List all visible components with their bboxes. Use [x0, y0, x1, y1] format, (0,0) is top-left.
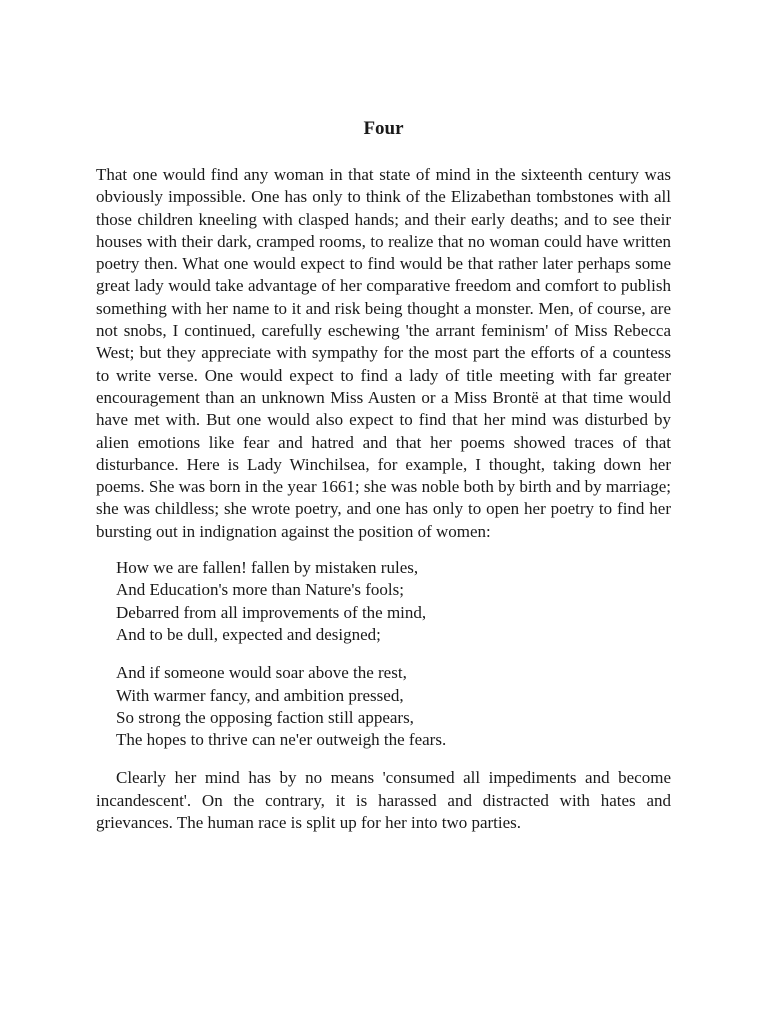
- poem-stanza: [116, 557, 671, 646]
- poem-line: And if someone would soar above the rest,: [116, 663, 407, 683]
- poem-stanza: [116, 662, 671, 751]
- poem-line: The hopes to thrive can ne'er outweigh the fears.: [116, 730, 447, 750]
- poem-line: And to be dull, expected and designed;: [116, 624, 381, 644]
- poem-line: Debarred from all improvements of the mind,: [116, 602, 427, 622]
- poem-line: With warmer fancy, and ambition pressed,: [116, 685, 404, 705]
- poem-line: And Education's more than Nature's fools;: [116, 580, 404, 600]
- book-page: [96, 116, 671, 834]
- body-paragraph: That one would find any woman in that state of mind in the sixteenth century was obviously impossible. One has only to think of the Elizabethan tombstones with all those children kneeling with clasped hands; and their early deaths; and to see their houses with their dark, cramped rooms, to realize that no woman could have written poetry then. What one would expect to find would be that rather later perhaps some great lady would take advantage of her comparative freedom and comfort to publish something with her name to it and risk being thought a monster. Men, of course, are not snobs, I continued, carefully eschewing 'the arrant feminism' of Miss Rebecca West; but they appreciate with sympathy for the most part the efforts of a countess to write verse. One would expect to find a lady of title meeting with far greater encouragement than an unknown Miss Austen or a Miss Brontë at that time would have met with. But one would also expect to find that her mind was disturbed by alien emotions like fear and hatred and that her poems showed traces of that disturbance. Here is Lady Winchilsea, for example, I thought, taking down her poems. She was born in the year 1661; she was noble both by birth and by marriage; she was childless; she wrote poetry, and one has only to open her poetry to find her bursting out in indignation against the position of women:: [96, 165, 671, 541]
- poem-line: How we are fallen! fallen by mistaken rules,: [116, 558, 419, 578]
- body-paragraph: Clearly her mind has by no means 'consumed all impediments and become incandescent'. On the contrary, it is harassed and distracted with hates and grievances. The human race is split up for her into two parties.: [96, 768, 671, 833]
- chapter-title: Four: [363, 118, 404, 139]
- poem-line: So strong the opposing faction still appears,: [116, 707, 414, 727]
